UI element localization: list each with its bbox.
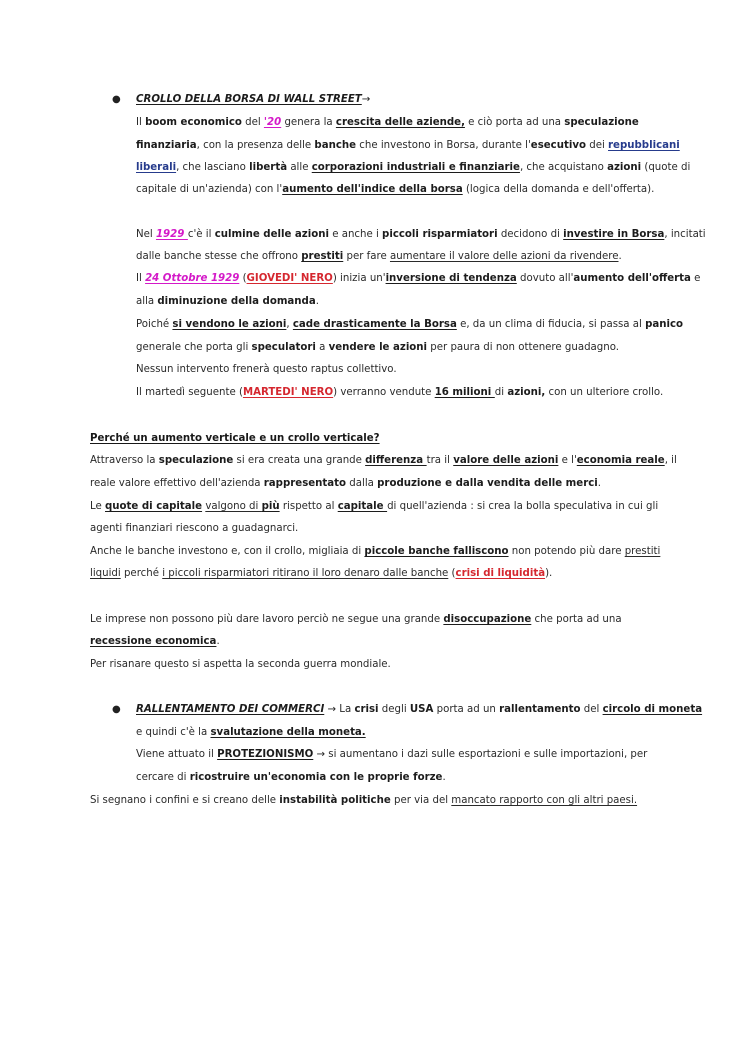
paragraph-line: Il boom economico del '20 genera la crescita delle aziende, e ciò porta ad una speculazione — [136, 117, 639, 128]
paragraph-line: Attraverso la speculazione si era creata una grande differenza tra il valore delle azioni e l'economia reale, il — [90, 455, 677, 466]
bullet-icon: ● — [112, 704, 121, 715]
paragraph-line: finanziaria, con la presenza delle banche che investono in Borsa, durante l'esecutivo dei repubblicani — [136, 140, 680, 151]
paragraph-line: capitale di un'azienda) con l'aumento dell'indice della borsa (logica della domanda e dell'offerta). — [136, 184, 655, 195]
paragraph-line: Viene attuato il PROTEZIONISMO → si aumentano i dazi sulle esportazioni e sulle importazioni, per — [136, 749, 648, 760]
paragraph-line: Nel 1929 c'è il culmine delle azioni e anche i piccoli risparmiatori decidono di investire in Borsa, incitati — [136, 229, 706, 240]
paragraph-line: dalle banche stesse che offrono prestiti per fare aumentare il valore delle azioni da rivendere. — [136, 251, 622, 262]
paragraph-line: alla diminuzione della domanda. — [136, 296, 319, 307]
paragraph-line: Il 24 Ottobre 1929 (GIOVEDI' NERO) inizia un'inversione di tendenza dovuto all'aumento dell'offerta e — [136, 273, 701, 284]
paragraph-line: agenti finanziari riescono a guadagnarci. — [90, 523, 299, 534]
section-title-wall-street: CROLLO DELLA BORSA DI WALL STREET→ — [136, 94, 371, 105]
paragraph-line: Nessun intervento frenerà questo raptus collettivo. — [136, 364, 397, 375]
paragraph-line: liberali, che lasciano libertà alle corporazioni industriali e finanziarie, che acquistano azioni (quote di — [136, 162, 691, 173]
paragraph-line: Le imprese non possono più dare lavoro perciò ne segue una grande disoccupazione che porta ad una — [90, 614, 622, 625]
paragraph-line: Il martedì seguente (MARTEDI' NERO) verranno vendute 16 milioni di azioni, con un ulteriore crollo. — [136, 387, 664, 398]
paragraph-line: generale che porta gli speculatori a vendere le azioni per paura di non ottenere guadagno. — [136, 342, 619, 353]
paragraph-line: reale valore effettivo dell'azienda rappresentato dalla produzione e dalla vendita delle merci. — [90, 478, 602, 489]
section-heading-question: Perché un aumento verticale e un crollo verticale? — [90, 433, 380, 444]
paragraph-line: e quindi c'è la svalutazione della moneta. — [136, 727, 366, 738]
bullet-icon: ● — [112, 94, 121, 105]
paragraph-line: liquidi perché i piccoli risparmiatori ritirano il loro denaro dalle banche (crisi di liquidità). — [90, 568, 553, 579]
paragraph-line: Le quote di capitale valgono di più rispetto al capitale di quell'azienda : si crea la bolla speculativa in cui gli — [90, 501, 659, 512]
paragraph-line: Anche le banche investono e, con il crollo, migliaia di piccole banche falliscono non potendo più dare prestiti — [90, 546, 661, 557]
paragraph-line: recessione economica. — [90, 636, 220, 647]
paragraph-line: Poiché si vendono le azioni, cade drasticamente la Borsa e, da un clima di fiducia, si passa al panico — [136, 319, 684, 330]
paragraph-line: Si segnano i confini e si creano delle instabilità politiche per via del mancato rapporto con gli altri paesi. — [90, 795, 638, 806]
paragraph-line: cercare di ricostruire un'economia con le proprie forze. — [136, 772, 446, 783]
section-title-commerci: RALLENTAMENTO DEI COMMERCI → La crisi degli USA porta ad un rallentamento del circolo di moneta — [136, 704, 703, 715]
paragraph-line: Per risanare questo si aspetta la seconda guerra mondiale. — [90, 659, 391, 670]
